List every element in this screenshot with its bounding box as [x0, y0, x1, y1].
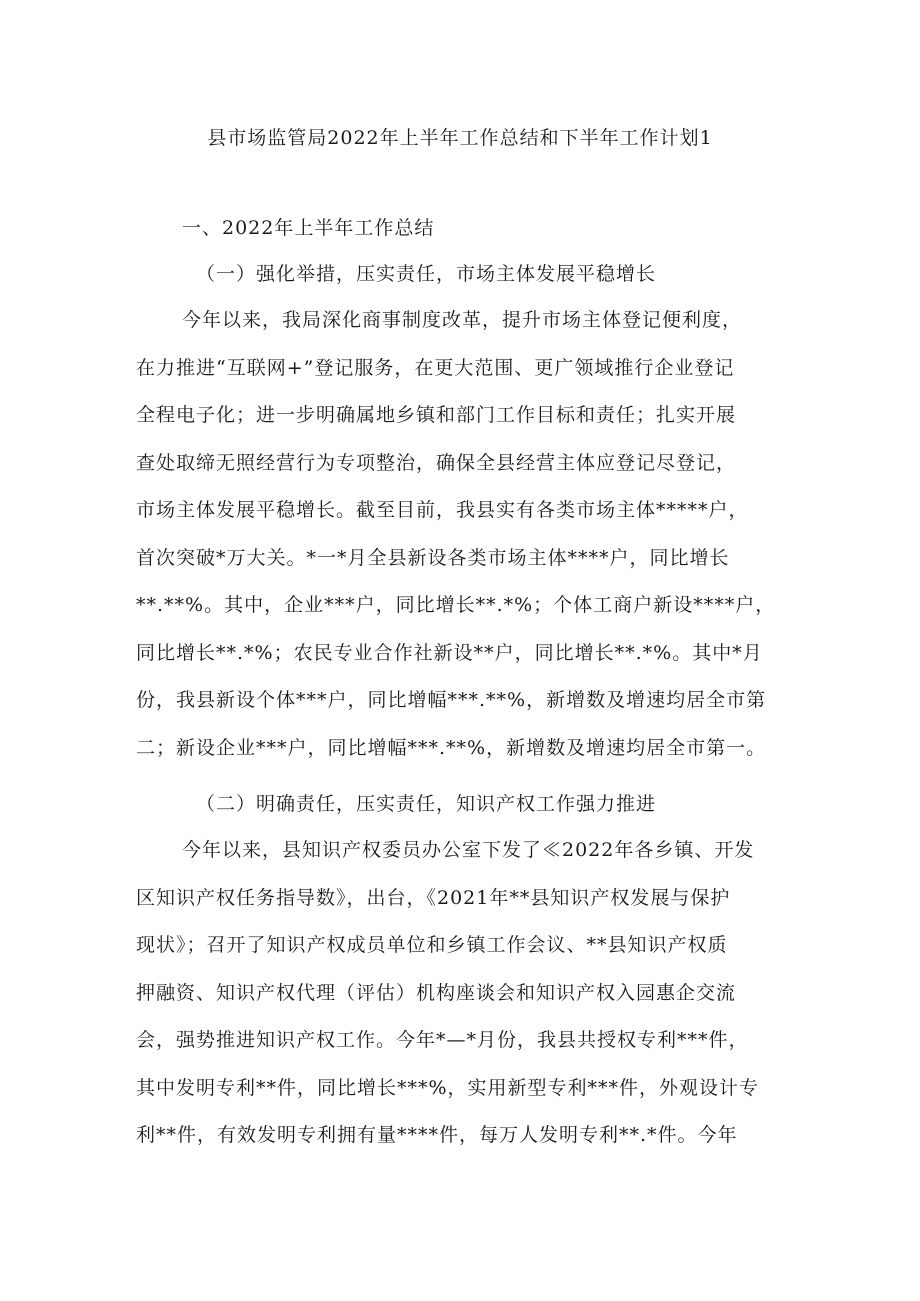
paragraph-line: 利**件，有效发明专利拥有量****件，每万人发明专利**.*件。今年 — [136, 1124, 738, 1146]
paragraph-line: 市场主体发展平稳增长。截至目前，我县实有各类市场主体*****户， — [136, 499, 749, 521]
document-title: 县市场监管局2022年上半年工作总结和下半年工作计划1 — [207, 127, 713, 149]
paragraph-line: 首次突破*万大关。*一*月全县新设各类市场主体****户，同比增长 — [136, 546, 730, 569]
paragraph-line: 会，强势推进知识产权工作。今年*—*月份，我县共授权专利***件， — [136, 1029, 749, 1051]
paragraph-1 — [136, 306, 796, 781]
subsection-heading-1: （一）强化举措，压实责任，市场主体发展平稳增长 — [196, 263, 657, 285]
paragraph-line: 今年以来，我局深化商事制度改革，提升市场主体登记便利度， — [182, 309, 743, 331]
paragraph-line: 在力推进“互联网+”登记服务，在更大范围、更广领域推行企业登记 — [136, 356, 735, 379]
paragraph-line: 现状》；召开了知识产权成员单位和乡镇工作会议、**县知识产权质 — [136, 934, 728, 956]
section-heading-1: 一、2022年上半年工作总结 — [182, 217, 435, 239]
paragraph-line: 二；新设企业***户，同比增幅***.**%，新增数及增速均居全市第一。 — [136, 736, 767, 759]
paragraph-line: 份，我县新设个体***户，同比增幅***.**%，新增数及增速均居全市第 — [136, 689, 767, 711]
subsection-heading-2: （二）明确责任，压实责任，知识产权工作强力推进 — [196, 793, 657, 815]
paragraph-2 — [136, 836, 796, 1169]
paragraph-line: 其中发明专利**件，同比增长***%，实用新型专利***件，外观设计专 — [136, 1076, 760, 1099]
paragraph-line: 同比增长**.*%；农民专业合作社新设**户，同比增长**.*%。其中*月 — [136, 641, 763, 664]
paragraph-line: 押融资、知识产权代理（评估）机构座谈会和知识产权入园惠企交流 — [136, 981, 737, 1004]
paragraph-line: 查处取缔无照经营行为专项整治，确保全县经营主体应登记尽登记， — [136, 451, 737, 474]
paragraph-line: **.**%。其中，企业***户，同比增长**.*%；个体工商户新设****户， — [136, 594, 776, 616]
paragraph-line: 区知识产权任务指导数》，出台，《2021年**县知识产权发展与保护 — [136, 886, 731, 909]
paragraph-line: 全程电子化；进一步明确属地乡镇和部门工作目标和责任；扎实开展 — [136, 404, 737, 426]
paragraph-line: 今年以来，县知识产权委员办公室下发了≪2022年各乡镇、开发 — [182, 839, 755, 861]
